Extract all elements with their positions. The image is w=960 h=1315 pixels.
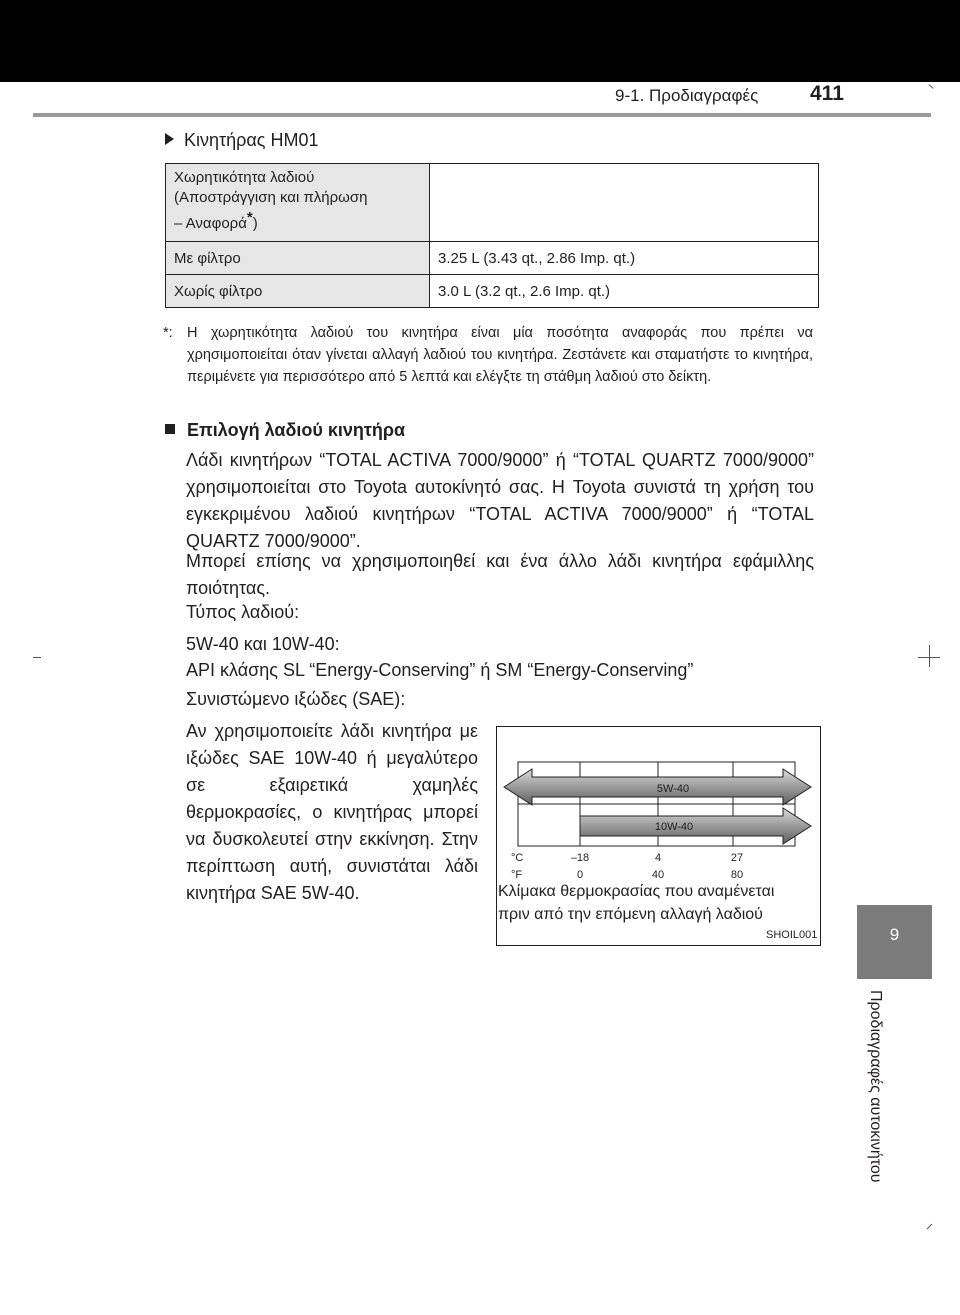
viscosity-note: Αν χρησιμοποιείτε λάδι κινητήρα με ιξώδες SAE 10W-40 ή μεγαλύτερο σε εξαιρετικά χαμηλές θερμοκρασίες, ο κινητήρας μπορεί να δυσκολευτεί στην εκκίνηση. Στην περίπτωση αυτή, συνιστάται λάδι κινητήρα SAE 5W-40.: [186, 721, 478, 903]
header-divider: [33, 113, 931, 117]
figure-code: SHOIL001: [766, 929, 818, 941]
engine-heading: Κινητήρας HM01: [165, 130, 318, 151]
oil-type-api: API κλάσης SL “Energy-Conserving” ή SM “Energy-Conserving”: [186, 660, 694, 680]
celsius-unit: °C: [511, 852, 524, 864]
fahrenheit-tick: 0: [576, 869, 584, 881]
page-number: 411: [810, 82, 844, 105]
fahrenheit-tick: 80: [730, 869, 744, 881]
figure-caption: Κλίμακα θερμοκρασίας που αναμένεται πριν από την επόμενη αλλαγή λαδιού: [498, 883, 775, 923]
oil-capacity-table: [165, 163, 819, 308]
viscosity-label: Συνιστώμενο ιξώδες (SAE):: [186, 689, 406, 709]
capacity-title-cell: Χωρητικότητα λαδιού (Αποστράγγιση και πλήρωση – Αναφορά*): [166, 164, 430, 242]
fahrenheit-unit: °F: [511, 869, 523, 881]
crop-mark-bottom-right: [927, 1224, 933, 1230]
oil-type-grade: 5W-40 και 10W-40:: [186, 634, 340, 654]
bar-10w40-label: 10W-40: [654, 821, 694, 833]
chapter-title-vertical: Προδιαγραφές αυτοκινήτου: [867, 990, 884, 1183]
fahrenheit-tick: 40: [651, 869, 665, 881]
celsius-tick: –18: [570, 852, 590, 864]
crop-mark-left: [33, 657, 41, 658]
chapter-tab: [857, 905, 932, 979]
crop-mark-top-right: [928, 84, 933, 89]
chapter-number: 9: [889, 925, 900, 944]
celsius-tick: 27: [730, 852, 744, 864]
alternative-oil-paragraph: Μπορεί επίσης να χρησιμοποιηθεί και ένα άλλο λάδι κινητήρα εφάμιλλης ποιότητας.: [186, 551, 814, 598]
table-row: Με φίλτρο 3.25 L (3.43 qt., 2.86 Imp. qt.): [166, 242, 819, 275]
section-title: 9-1. Προδιαγραφές: [615, 86, 759, 105]
oil-recommendation-paragraph: Λάδι κινητήρων “TOTAL ACTIVA 7000/9000” ή “TOTAL QUARTZ 7000/9000” χρησιμοποιείται στο Toyota αυτοκίνητό σας. Η Toyota συνιστά τη χρήση του εγκεκριμένου λαδιού κινητήρων “TOTAL ACTIVA 7000/9000” ή “TOTAL QUARTZ 7000/9000”.: [186, 450, 814, 551]
square-bullet-icon: [165, 424, 175, 434]
footnote: *: Η χωρητικότητα λαδιού του κινητήρα είναι μία ποσότητα αναφοράς που πρέπει να χρησιμοποιείται όταν γίνεται αλλαγή λαδιού του κινητήρα. Ζεστάνετε και σταματήστε το κινητήρα, περιμένετε για περισσότερο από 5 λεπτά και ελέγξτε τη στάθμη λαδιού στο δείκτη.: [163, 325, 813, 385]
bar-10w40: [580, 808, 811, 844]
top-black-band: [0, 0, 960, 82]
capacity-value-empty-cell: [430, 164, 819, 242]
celsius-tick: 4: [654, 852, 662, 864]
table-row: Χωρίς φίλτρο 3.0 L (3.2 qt., 2.6 Imp. qt.): [166, 275, 819, 308]
oil-selection-heading: Επιλογή λαδιού κινητήρα: [165, 420, 405, 441]
crop-mark-right-v: [929, 645, 930, 667]
bar-5w40-label: 5W-40: [656, 783, 690, 795]
arrow-bullet-icon: [165, 133, 174, 145]
table-row: [166, 164, 819, 242]
oil-type-label: Τύπος λαδιού:: [186, 602, 300, 622]
